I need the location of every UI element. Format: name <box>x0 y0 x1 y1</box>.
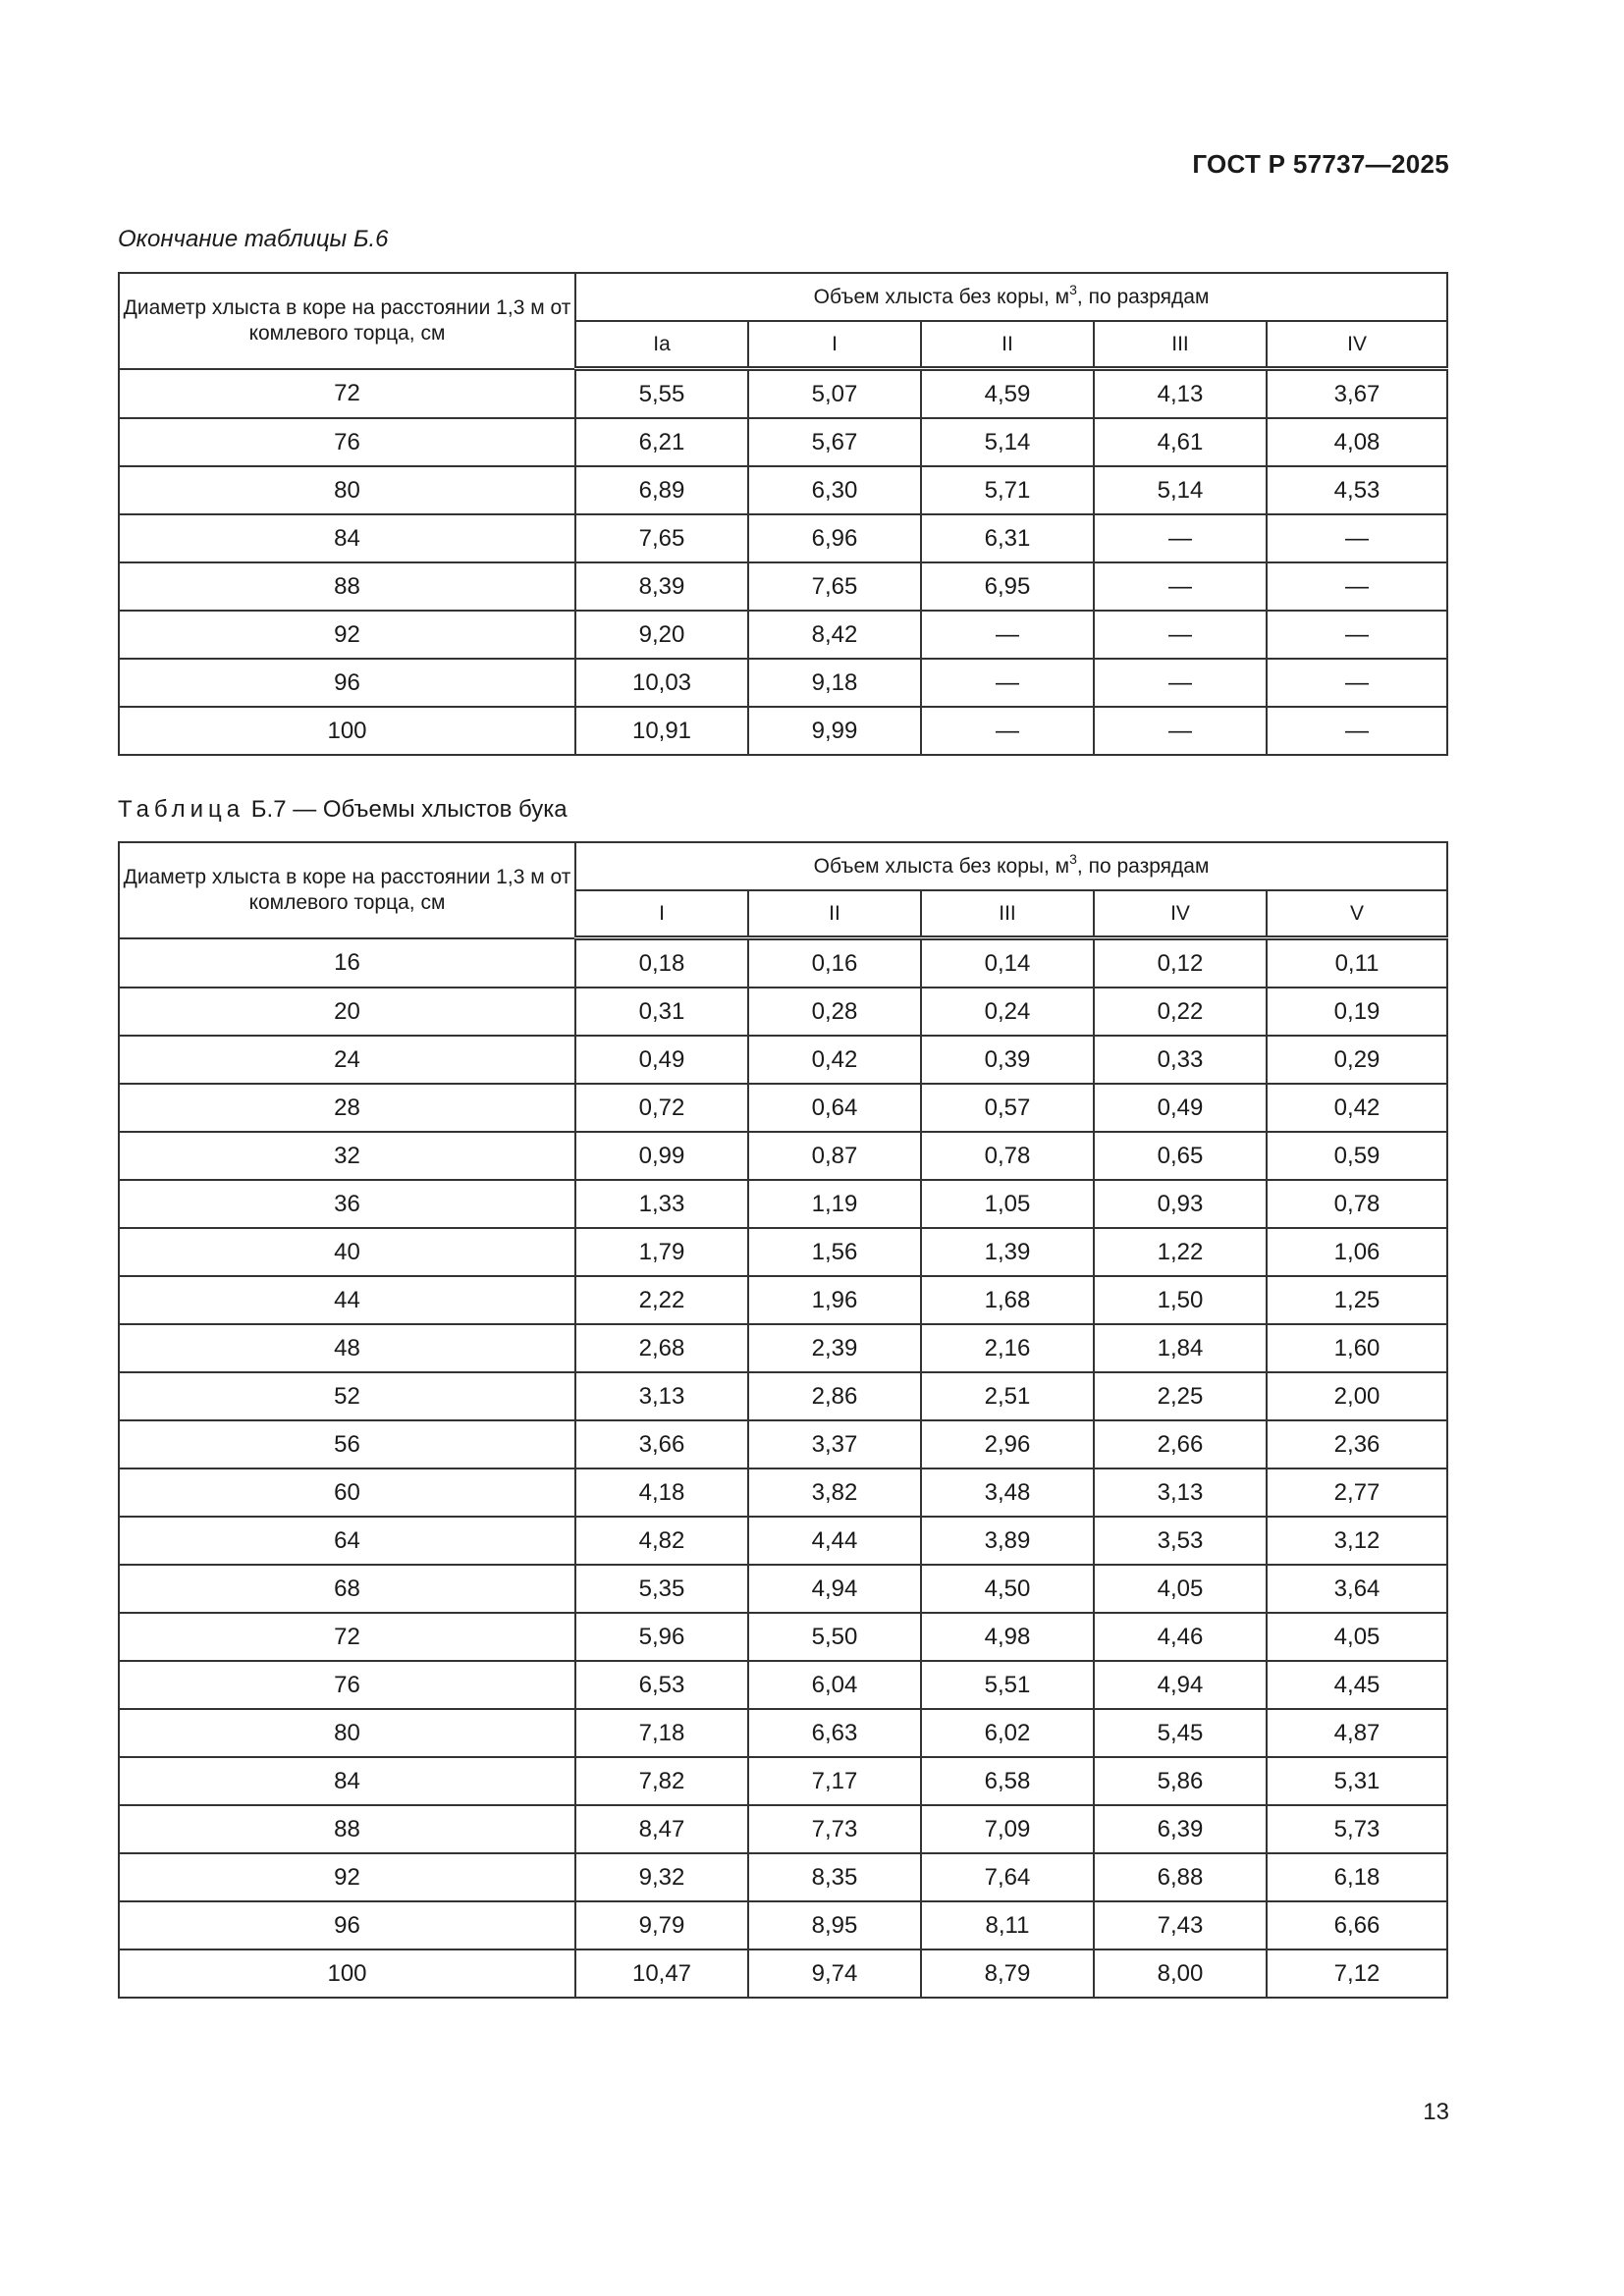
volume-cell: 2,68 <box>575 1324 748 1372</box>
volume-cell: 0,39 <box>921 1036 1094 1084</box>
table-row <box>119 1372 1447 1420</box>
volume-cell: 0,28 <box>748 988 921 1036</box>
volume-cell: 0,65 <box>1094 1132 1267 1180</box>
volume-header-superscript: 3 <box>1069 281 1077 297</box>
volume-cell: 0,78 <box>921 1132 1094 1180</box>
diameter-cell: 68 <box>119 1565 575 1613</box>
volume-cell: 8,95 <box>748 1901 921 1949</box>
table-row <box>119 466 1447 514</box>
volume-cell: 0,59 <box>1267 1132 1447 1180</box>
volume-cell: 0,14 <box>921 938 1094 988</box>
volume-cell: 1,22 <box>1094 1228 1267 1276</box>
volume-cell: 7,73 <box>748 1805 921 1853</box>
volume-cell: 1,33 <box>575 1180 748 1228</box>
diameter-cell: 36 <box>119 1180 575 1228</box>
volume-cell: 9,20 <box>575 611 748 659</box>
table-row <box>119 1565 1447 1613</box>
table-row <box>119 659 1447 707</box>
volume-cell: 10,47 <box>575 1949 748 1998</box>
table-row <box>119 1853 1447 1901</box>
volume-cell: — <box>1267 514 1447 562</box>
volume-cell: 6,02 <box>921 1709 1094 1757</box>
volume-cell: 0,99 <box>575 1132 748 1180</box>
volume-cell: 1,05 <box>921 1180 1094 1228</box>
volume-cell: 4,05 <box>1094 1565 1267 1613</box>
volume-cell: 0,31 <box>575 988 748 1036</box>
volume-cell: 2,66 <box>1094 1420 1267 1468</box>
volume-cell: 2,36 <box>1267 1420 1447 1468</box>
table-row <box>119 1228 1447 1276</box>
diameter-column-header: Диаметр хлыста в коре на расстоянии 1,3 м от комлевого торца, см <box>119 273 575 369</box>
volume-cell: — <box>1094 514 1267 562</box>
grade-header: V <box>1267 890 1447 938</box>
diameter-cell: 92 <box>119 1853 575 1901</box>
diameter-column-header: Диаметр хлыста в коре на расстоянии 1,3 м от комлевого торца, см <box>119 842 575 938</box>
volume-cell: 6,04 <box>748 1661 921 1709</box>
table-row <box>119 1180 1447 1228</box>
volume-cell: 5,67 <box>748 418 921 466</box>
volume-cell: — <box>1267 659 1447 707</box>
volume-column-header <box>575 842 1447 890</box>
volume-cell: 7,17 <box>748 1757 921 1805</box>
diameter-cell: 52 <box>119 1372 575 1420</box>
volume-cell: 5,86 <box>1094 1757 1267 1805</box>
volume-cell: 10,91 <box>575 707 748 755</box>
diameter-cell: 92 <box>119 611 575 659</box>
table-b6-caption: Окончание таблицы Б.6 <box>118 226 389 252</box>
volume-cell: 1,60 <box>1267 1324 1447 1372</box>
volume-cell: 2,16 <box>921 1324 1094 1372</box>
grade-header: III <box>921 890 1094 938</box>
table-b7 <box>118 841 1448 1999</box>
volume-header-superscript: 3 <box>1069 850 1077 867</box>
volume-cell: 2,86 <box>748 1372 921 1420</box>
volume-cell: 3,12 <box>1267 1517 1447 1565</box>
table-row <box>119 1709 1447 1757</box>
volume-cell: 2,39 <box>748 1324 921 1372</box>
volume-cell: 0,64 <box>748 1084 921 1132</box>
table-row <box>119 1132 1447 1180</box>
volume-cell: 2,51 <box>921 1372 1094 1420</box>
volume-cell: 8,00 <box>1094 1949 1267 1998</box>
volume-cell: 0,19 <box>1267 988 1447 1036</box>
page-number: 13 <box>1423 2099 1449 2125</box>
table-row <box>119 1901 1447 1949</box>
volume-cell: 9,79 <box>575 1901 748 1949</box>
volume-cell: 4,46 <box>1094 1613 1267 1661</box>
table-row <box>119 1084 1447 1132</box>
volume-cell: 4,45 <box>1267 1661 1447 1709</box>
volume-cell: 5,07 <box>748 369 921 419</box>
volume-cell: 8,39 <box>575 562 748 611</box>
diameter-cell: 20 <box>119 988 575 1036</box>
volume-header-suffix: , по разрядам <box>1076 854 1210 878</box>
volume-cell: 4,98 <box>921 1613 1094 1661</box>
diameter-cell: 24 <box>119 1036 575 1084</box>
table-row <box>119 1613 1447 1661</box>
volume-cell: 4,05 <box>1267 1613 1447 1661</box>
volume-cell: — <box>921 659 1094 707</box>
volume-cell: — <box>1094 562 1267 611</box>
diameter-cell: 28 <box>119 1084 575 1132</box>
diameter-cell: 64 <box>119 1517 575 1565</box>
diameter-cell: 16 <box>119 938 575 988</box>
volume-cell: — <box>1094 611 1267 659</box>
diameter-cell: 84 <box>119 514 575 562</box>
table-row <box>119 611 1447 659</box>
volume-cell: 9,99 <box>748 707 921 755</box>
table-b6 <box>118 272 1448 756</box>
volume-cell: 6,58 <box>921 1757 1094 1805</box>
volume-cell: 1,56 <box>748 1228 921 1276</box>
volume-cell: 6,21 <box>575 418 748 466</box>
volume-cell: 4,44 <box>748 1517 921 1565</box>
volume-cell: 0,29 <box>1267 1036 1447 1084</box>
grade-header: II <box>921 321 1094 369</box>
volume-column-header <box>575 273 1447 321</box>
volume-cell: 6,88 <box>1094 1853 1267 1901</box>
volume-cell: 5,45 <box>1094 1709 1267 1757</box>
volume-cell: 4,94 <box>1094 1661 1267 1709</box>
volume-cell: 3,82 <box>748 1468 921 1517</box>
volume-cell: 4,87 <box>1267 1709 1447 1757</box>
table-row <box>119 1468 1447 1517</box>
diameter-cell: 96 <box>119 1901 575 1949</box>
table-row <box>119 1805 1447 1853</box>
volume-cell: 5,55 <box>575 369 748 419</box>
volume-cell: 6,30 <box>748 466 921 514</box>
volume-cell: 1,96 <box>748 1276 921 1324</box>
volume-cell: 8,47 <box>575 1805 748 1853</box>
volume-cell: 7,09 <box>921 1805 1094 1853</box>
grade-header: IV <box>1094 890 1267 938</box>
volume-cell: 8,35 <box>748 1853 921 1901</box>
table-row <box>119 1324 1447 1372</box>
volume-cell: 4,18 <box>575 1468 748 1517</box>
table-row <box>119 707 1447 755</box>
volume-cell: 3,67 <box>1267 369 1447 419</box>
diameter-cell: 76 <box>119 1661 575 1709</box>
volume-cell: 3,48 <box>921 1468 1094 1517</box>
volume-cell: 4,59 <box>921 369 1094 419</box>
diameter-cell: 56 <box>119 1420 575 1468</box>
volume-cell: 3,89 <box>921 1517 1094 1565</box>
volume-cell: 6,39 <box>1094 1805 1267 1853</box>
diameter-cell: 80 <box>119 1709 575 1757</box>
volume-cell: 3,13 <box>575 1372 748 1420</box>
volume-cell: 5,14 <box>1094 466 1267 514</box>
volume-cell: — <box>1267 707 1447 755</box>
diameter-cell: 40 <box>119 1228 575 1276</box>
volume-cell: 2,22 <box>575 1276 748 1324</box>
volume-cell: — <box>1094 707 1267 755</box>
table-row <box>119 1276 1447 1324</box>
volume-cell: 0,78 <box>1267 1180 1447 1228</box>
volume-cell: 7,12 <box>1267 1949 1447 1998</box>
table-row <box>119 1757 1447 1805</box>
volume-cell: 3,53 <box>1094 1517 1267 1565</box>
volume-cell: 3,66 <box>575 1420 748 1468</box>
volume-cell: 7,43 <box>1094 1901 1267 1949</box>
volume-cell: 6,89 <box>575 466 748 514</box>
volume-cell: 0,57 <box>921 1084 1094 1132</box>
volume-cell: 1,39 <box>921 1228 1094 1276</box>
volume-cell: 2,25 <box>1094 1372 1267 1420</box>
volume-cell: 0,18 <box>575 938 748 988</box>
table-b7-caption <box>118 796 568 824</box>
table-b7-caption-title: Б.7 — Объемы хлыстов бука <box>250 796 568 823</box>
volume-cell: 6,96 <box>748 514 921 562</box>
table-row <box>119 1661 1447 1709</box>
volume-cell: 5,96 <box>575 1613 748 1661</box>
volume-cell: 4,53 <box>1267 466 1447 514</box>
grade-header: I <box>748 321 921 369</box>
table-row <box>119 369 1447 419</box>
diameter-cell: 80 <box>119 466 575 514</box>
volume-cell: 0,33 <box>1094 1036 1267 1084</box>
diameter-cell: 84 <box>119 1757 575 1805</box>
table-row <box>119 988 1447 1036</box>
volume-cell: 8,42 <box>748 611 921 659</box>
volume-cell: 6,95 <box>921 562 1094 611</box>
volume-cell: 1,25 <box>1267 1276 1447 1324</box>
volume-cell: 2,00 <box>1267 1372 1447 1420</box>
volume-cell: 6,63 <box>748 1709 921 1757</box>
volume-header-text: Объем хлыста без коры, м <box>813 285 1070 308</box>
volume-cell: 5,51 <box>921 1661 1094 1709</box>
grade-header: II <box>748 890 921 938</box>
volume-cell: 9,32 <box>575 1853 748 1901</box>
volume-cell: 3,13 <box>1094 1468 1267 1517</box>
volume-header-suffix: , по разрядам <box>1076 285 1210 308</box>
diameter-cell: 44 <box>119 1276 575 1324</box>
volume-cell: 0,72 <box>575 1084 748 1132</box>
table-row <box>119 1517 1447 1565</box>
volume-cell: 1,79 <box>575 1228 748 1276</box>
diameter-cell: 88 <box>119 562 575 611</box>
table-row <box>119 1949 1447 1998</box>
volume-cell: 0,93 <box>1094 1180 1267 1228</box>
diameter-cell: 32 <box>119 1132 575 1180</box>
diameter-cell: 100 <box>119 1949 575 1998</box>
volume-cell: 5,73 <box>1267 1805 1447 1853</box>
volume-cell: 0,42 <box>1267 1084 1447 1132</box>
volume-cell: 1,68 <box>921 1276 1094 1324</box>
grade-header: Ia <box>575 321 748 369</box>
volume-cell: 6,31 <box>921 514 1094 562</box>
volume-cell: — <box>921 707 1094 755</box>
volume-cell: 5,31 <box>1267 1757 1447 1805</box>
volume-cell: 0,11 <box>1267 938 1447 988</box>
table-row <box>119 514 1447 562</box>
diameter-cell: 88 <box>119 1805 575 1853</box>
volume-cell: 0,42 <box>748 1036 921 1084</box>
table-row <box>119 1036 1447 1084</box>
volume-cell: 4,82 <box>575 1517 748 1565</box>
table-b7-body <box>119 938 1447 1999</box>
volume-cell: 1,06 <box>1267 1228 1447 1276</box>
volume-cell: 2,77 <box>1267 1468 1447 1517</box>
grade-header: I <box>575 890 748 938</box>
volume-cell: 4,50 <box>921 1565 1094 1613</box>
volume-cell: 6,18 <box>1267 1853 1447 1901</box>
table-row <box>119 1420 1447 1468</box>
volume-cell: 0,49 <box>1094 1084 1267 1132</box>
grade-header: IV <box>1267 321 1447 369</box>
diameter-cell: 76 <box>119 418 575 466</box>
volume-cell: 9,18 <box>748 659 921 707</box>
volume-cell: 4,94 <box>748 1565 921 1613</box>
grade-header: III <box>1094 321 1267 369</box>
volume-cell: 7,18 <box>575 1709 748 1757</box>
volume-cell: 10,03 <box>575 659 748 707</box>
diameter-cell: 72 <box>119 1613 575 1661</box>
diameter-cell: 48 <box>119 1324 575 1372</box>
diameter-cell: 72 <box>119 369 575 419</box>
volume-cell: 5,50 <box>748 1613 921 1661</box>
volume-cell: 3,64 <box>1267 1565 1447 1613</box>
table-b7-caption-word: Таблица <box>118 796 245 823</box>
volume-cell: 0,87 <box>748 1132 921 1180</box>
volume-cell: 6,53 <box>575 1661 748 1709</box>
volume-cell: — <box>1094 659 1267 707</box>
volume-cell: 3,37 <box>748 1420 921 1468</box>
volume-cell: 1,84 <box>1094 1324 1267 1372</box>
volume-cell: 0,49 <box>575 1036 748 1084</box>
volume-cell: — <box>921 611 1094 659</box>
volume-cell: 2,96 <box>921 1420 1094 1468</box>
table-row <box>119 938 1447 988</box>
volume-cell: 4,08 <box>1267 418 1447 466</box>
volume-cell: 5,35 <box>575 1565 748 1613</box>
volume-cell: 7,64 <box>921 1853 1094 1901</box>
volume-cell: 7,65 <box>748 562 921 611</box>
volume-cell: 0,22 <box>1094 988 1267 1036</box>
volume-cell: 8,79 <box>921 1949 1094 1998</box>
table-row <box>119 418 1447 466</box>
volume-cell: 0,12 <box>1094 938 1267 988</box>
volume-header-text: Объем хлыста без коры, м <box>813 854 1070 878</box>
volume-cell: 7,65 <box>575 514 748 562</box>
diameter-cell: 96 <box>119 659 575 707</box>
document-code: ГОСТ Р 57737—2025 <box>1192 149 1449 179</box>
volume-cell: — <box>1267 611 1447 659</box>
volume-cell: 8,11 <box>921 1901 1094 1949</box>
table-row <box>119 562 1447 611</box>
volume-cell: 7,82 <box>575 1757 748 1805</box>
diameter-cell: 60 <box>119 1468 575 1517</box>
volume-cell: 1,50 <box>1094 1276 1267 1324</box>
volume-cell: 6,66 <box>1267 1901 1447 1949</box>
table-b6-body <box>119 369 1447 756</box>
volume-cell: 5,14 <box>921 418 1094 466</box>
volume-cell: 4,13 <box>1094 369 1267 419</box>
volume-cell: — <box>1267 562 1447 611</box>
diameter-cell: 100 <box>119 707 575 755</box>
volume-cell: 9,74 <box>748 1949 921 1998</box>
volume-cell: 5,71 <box>921 466 1094 514</box>
volume-cell: 0,16 <box>748 938 921 988</box>
volume-cell: 1,19 <box>748 1180 921 1228</box>
volume-cell: 0,24 <box>921 988 1094 1036</box>
volume-cell: 4,61 <box>1094 418 1267 466</box>
